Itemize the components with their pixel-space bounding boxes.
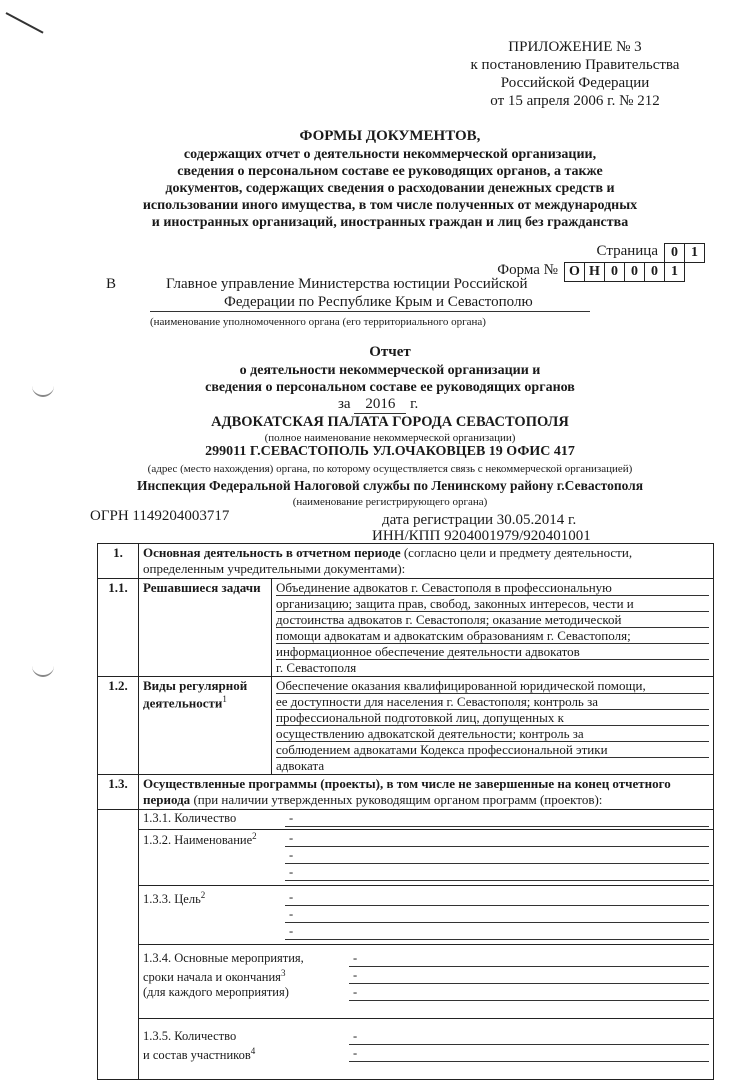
punch-hole-bottom <box>32 665 54 677</box>
form-code-char: Н <box>584 262 605 282</box>
section-1-number: 1. <box>98 544 139 579</box>
field-1-3-2-label: 1.3.2. Наименование <box>143 833 253 848</box>
section-1-2-label: Виды регулярной деятельности <box>143 678 248 711</box>
activity-table <box>97 543 714 1080</box>
field-1-3-3-value: - <box>285 890 709 906</box>
section-1-3-number: 1.3. <box>98 775 139 810</box>
section-1-1-label: Решавшиеся задачи <box>139 579 272 677</box>
field-1-3-3-value: - <box>285 924 709 940</box>
org-registrar-caption: (наименование регистрирующего органа) <box>292 496 488 508</box>
footnote-ref: 4 <box>250 1046 256 1056</box>
forms-subtitle <box>90 146 690 231</box>
forms-subtitle-line-1: содержащих отчет о деятельности некоммерческой организации, <box>183 147 597 162</box>
field-1-3-2-value: - <box>285 865 709 881</box>
report-year-suffix: г. <box>410 396 419 412</box>
field-1-3-1 <box>139 810 713 830</box>
section-1-2-label-cell <box>139 677 272 775</box>
page-label: Страница <box>596 243 658 259</box>
form-code-char: О <box>564 262 585 282</box>
recipient-line-2: Федерации по Республике Крым и Севастополю <box>150 294 590 312</box>
field-1-3-5-label-2: и состав участников <box>143 1048 251 1063</box>
org-name-caption: (полное наименование некоммерческой организации) <box>264 432 516 444</box>
page-digit: 1 <box>684 243 705 263</box>
field-1-3-3-value: - <box>285 907 709 923</box>
section-1-1-row <box>98 579 714 677</box>
appendix-line-4: от 15 апреля 2006 г. № 212 <box>490 93 660 109</box>
field-1-3-2-value: - <box>285 831 709 847</box>
field-1-3-4-label-3: (для каждого мероприятия) <box>143 985 289 1000</box>
scan-mark <box>6 12 44 33</box>
tasks-line: организацию; защита прав, свобод, законных интересов, чести и <box>276 596 709 612</box>
field-1-3-4-value: - <box>349 951 709 967</box>
section-1-3-details-row <box>98 810 714 1080</box>
activity-line: Обеспечение оказания квалифицированной юридической помощи, <box>276 678 709 694</box>
field-1-3-3 <box>139 886 713 945</box>
empty-number-cell <box>98 810 139 1080</box>
footnote-ref: 3 <box>280 968 286 978</box>
form-code-char: 1 <box>664 262 685 282</box>
section-1-2-value <box>272 677 714 775</box>
activity-line: ее доступности для населения г. Севастополя; контроль за <box>276 694 709 710</box>
appendix-line-1: ПРИЛОЖЕНИЕ № 3 <box>508 39 642 55</box>
form-code-char: 0 <box>604 262 625 282</box>
section-1-cell <box>139 544 714 579</box>
section-1-1-number: 1.1. <box>98 579 139 677</box>
field-1-3-4 <box>139 945 713 1019</box>
org-ogrn: ОГРН 1149204003717 <box>90 508 230 524</box>
footnote-ref: 2 <box>200 890 206 900</box>
field-1-3-5-values <box>349 1029 709 1063</box>
forms-subtitle-line-5: и иностранных организаций, иностранных граждан и лиц без гражданства <box>151 215 629 230</box>
activity-line: осуществлению адвокатской деятельности; контроль за <box>276 726 709 742</box>
field-1-3-2-label-cell <box>143 831 285 882</box>
footnote-ref: 1 <box>222 694 227 704</box>
org-address-caption: (адрес (место нахождения) органа, по которому осуществляется связь с некоммерческой организацией) <box>147 463 633 475</box>
recipient-line-1: Главное управление Министерства юстиции Российской <box>166 276 528 292</box>
tasks-line: Объединение адвокатов г. Севастополя в профессиональную <box>276 580 709 596</box>
page-digit: 0 <box>664 243 685 263</box>
report-title: Отчет <box>369 344 411 360</box>
appendix-line-2: к постановлению Правительства <box>470 57 680 73</box>
field-1-3-3-label-cell <box>143 890 285 941</box>
field-1-3-5-value: - <box>349 1029 709 1045</box>
report-year: 2016 <box>354 396 406 414</box>
section-1-3-note: (при наличии утвержденных руководящим органом программ (проектов): <box>190 792 603 807</box>
field-1-3-4-label-1: 1.3.4. Основные мероприятия, <box>143 951 304 965</box>
activity-line: адвоката <box>276 758 325 773</box>
appendix-block <box>440 38 710 110</box>
field-1-3-4-label-2: сроки начала и окончания <box>143 970 281 985</box>
section-1-row <box>98 544 714 579</box>
report-subtitle-1: о деятельности некоммерческой организации и <box>239 363 541 378</box>
tasks-line: достоинства адвокатов г. Севастополя; оказание методической <box>276 612 709 628</box>
org-registrar: Инспекция Федеральной Налоговой службы по Ленинскому району г.Севастополя <box>136 478 644 493</box>
org-inn-kpp: ИНН/КПП 9204001979/920401001 <box>372 528 591 544</box>
field-1-3-3-label: 1.3.3. Цель <box>143 892 201 907</box>
form-label: Форма № <box>497 262 558 278</box>
field-1-3-3-values <box>285 890 709 941</box>
field-1-3-5-value: - <box>349 1046 709 1062</box>
forms-subtitle-line-4: использовании иного имущества, в том числе полученных от международных <box>142 198 638 213</box>
tasks-line: информационное обеспечение деятельности адвокатов <box>276 644 709 660</box>
forms-subtitle-line-3: документов, содержащих сведения о расходовании денежных средств и <box>165 181 615 196</box>
section-1-title: Основная деятельность в отчетном периоде <box>143 545 401 560</box>
section-1-2-number: 1.2. <box>98 677 139 775</box>
tasks-line: г. Севастополя <box>276 660 357 675</box>
field-1-3-4-value: - <box>349 968 709 984</box>
field-1-3-2-values <box>285 831 709 882</box>
field-1-3-2 <box>139 830 713 886</box>
recipient-prefix: В <box>106 276 117 292</box>
field-1-3-2-value: - <box>285 848 709 864</box>
field-1-3-1-value: - <box>285 811 709 827</box>
report-period <box>338 396 418 414</box>
tasks-line: помощи адвокатам и адвокатским образованиям г. Севастополя; <box>276 628 709 644</box>
field-1-3-5-label-1: 1.3.5. Количество <box>143 1029 237 1043</box>
punch-hole-top <box>32 385 54 397</box>
field-1-3-4-label-cell <box>143 951 349 1002</box>
report-for-label: за <box>338 396 351 412</box>
recipient-caption: (наименование уполномоченного органа (его территориального органа) <box>150 316 486 328</box>
org-address: 299011 Г.СЕВАСТОПОЛЬ УЛ.ОЧАКОВЦЕВ 19 ОФИС 417 <box>205 444 575 459</box>
form-code-char: 0 <box>624 262 645 282</box>
section-1-3-row <box>98 775 714 810</box>
field-1-3-1-label: 1.3.1. Количество <box>143 811 237 825</box>
page-number-boxes <box>664 243 704 263</box>
activity-line: профессиональной подготовкой лиц, допущенных к <box>276 710 709 726</box>
field-1-3-4-value: - <box>349 985 709 1001</box>
activity-line: соблюдением адвокатами Кодекса профессиональной этики <box>276 742 709 758</box>
section-1-3-details <box>139 810 714 1080</box>
section-1-2-row <box>98 677 714 775</box>
org-name: АДВОКАТСКАЯ ПАЛАТА ГОРОДА СЕВАСТОПОЛЯ <box>211 414 569 430</box>
section-1-note: (согласно цели и предмету деятельности, определенным учредительными документами): <box>143 545 633 576</box>
field-1-3-5-label-cell <box>143 1029 349 1063</box>
org-reg-date: дата регистрации 30.05.2014 г. <box>382 512 577 528</box>
section-1-1-value <box>272 579 714 677</box>
forms-subtitle-line-2: сведения о персональном составе ее руководящих органов, а также <box>177 164 603 179</box>
field-1-3-4-values <box>349 951 709 1002</box>
section-1-3-title: Осуществленные программы (проекты), в том числе не завершенные на конец отчетного периода <box>143 776 671 807</box>
appendix-line-3: Российской Федерации <box>500 75 650 91</box>
report-subtitle-2: сведения о персональном составе ее руководящих органов <box>205 380 575 395</box>
footnote-ref: 2 <box>252 831 257 841</box>
form-code-char: 0 <box>644 262 665 282</box>
section-1-3-cell <box>139 775 714 810</box>
forms-title: ФОРМЫ ДОКУМЕНТОВ, <box>299 128 481 144</box>
field-1-3-5 <box>139 1019 713 1079</box>
